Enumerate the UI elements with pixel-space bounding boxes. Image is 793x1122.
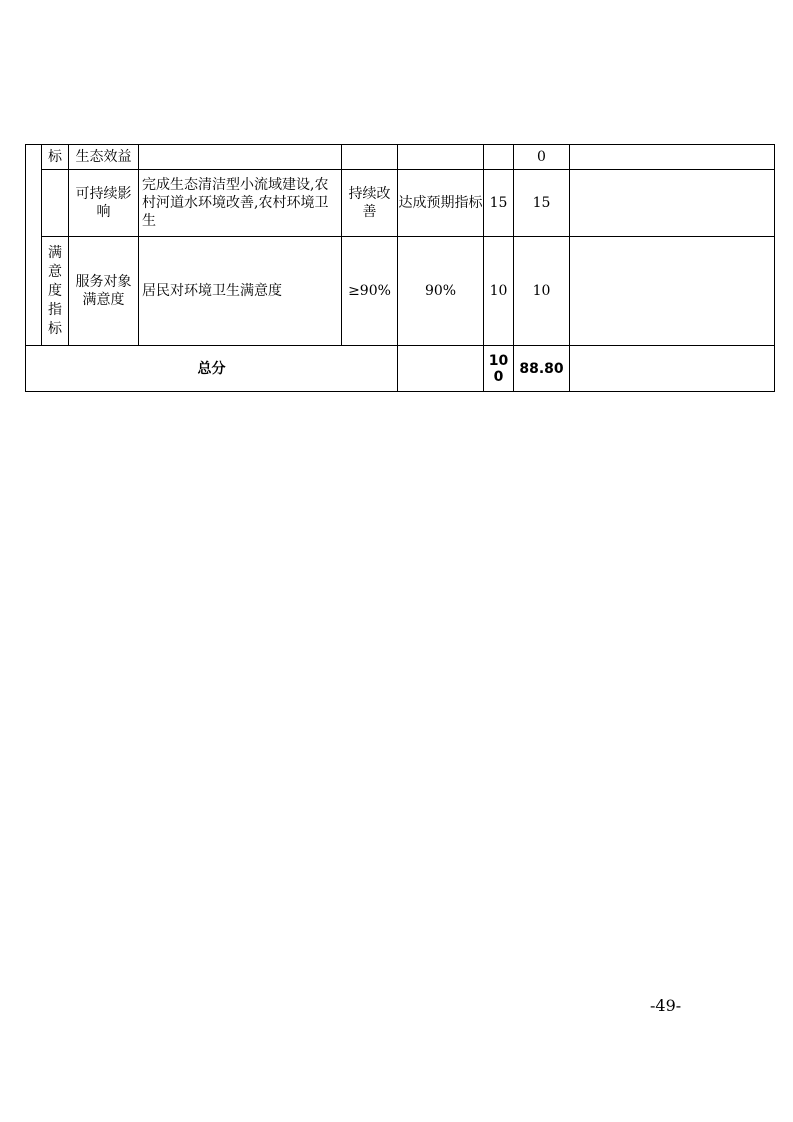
actual-cell	[398, 346, 484, 392]
detail-cell: 完成生态清洁型小流域建设,农村河道水环境改善,农村环境卫生	[139, 170, 342, 237]
actual-cell: 90%	[398, 237, 484, 346]
detail-cell	[139, 145, 342, 170]
category-cell: 标	[42, 145, 69, 170]
weight-cell	[484, 145, 514, 170]
metric-cell: 生态效益	[69, 145, 139, 170]
total-label-cell: 总分	[26, 346, 398, 392]
remark-cell	[570, 237, 775, 346]
metric-cell: 可持续影响	[69, 170, 139, 237]
total-score-cell: 88.80	[514, 346, 570, 392]
target-cell	[342, 145, 398, 170]
remark-cell	[570, 170, 775, 237]
table-row-ecological-benefit	[26, 145, 775, 170]
metric-cell: 服务对象满意度	[69, 237, 139, 346]
detail-cell: 居民对环境卫生满意度	[139, 237, 342, 346]
actual-cell	[398, 145, 484, 170]
performance-table	[25, 144, 775, 392]
weight-cell: 10	[484, 237, 514, 346]
target-cell: 持续改善	[342, 170, 398, 237]
target-cell: ≥90%	[342, 237, 398, 346]
weight-cell: 100	[484, 346, 514, 392]
category-cell: 满意度指标	[42, 237, 69, 346]
score-cell: 10	[514, 237, 570, 346]
weight-cell: 15	[484, 170, 514, 237]
score-cell: 0	[514, 145, 570, 170]
remark-cell	[570, 346, 775, 392]
actual-cell: 达成预期指标	[398, 170, 484, 237]
table-row-sustainable-impact	[26, 170, 775, 237]
remark-cell	[570, 145, 775, 170]
table-row-satisfaction	[26, 237, 775, 346]
outer-category-cell	[26, 145, 42, 346]
category-cell-continued	[42, 170, 69, 237]
score-cell: 15	[514, 170, 570, 237]
table-row-total	[26, 346, 775, 392]
page-number: -49-	[650, 996, 682, 1015]
